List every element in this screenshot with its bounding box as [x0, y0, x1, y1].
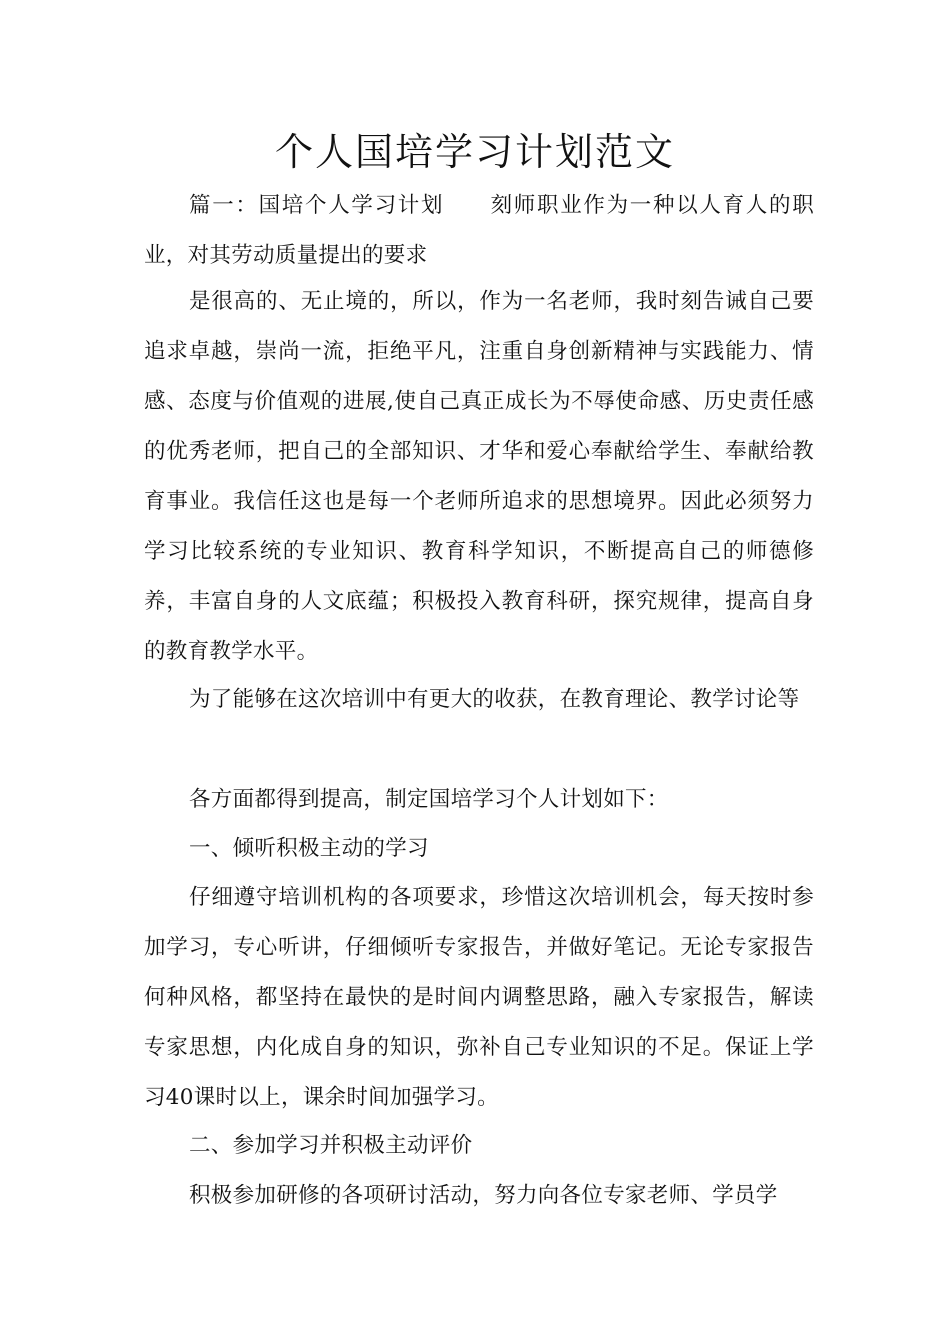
paragraph-plan-intro: 各方面都得到提高，制定国培学习个人计划如下： — [189, 787, 669, 812]
paragraph-section-1: 仔细遵守培训机构的各项要求，珍惜这次培训机会，每天按时参加学习，专心听讲，仔细倾听专家报告，并做好笔记。无论专家报告何种风格，都坚持在最快的是时间内调整思路，融入专家报告，解读专家思想，内化成自身的知识，弥补自己专业知识的不足。保证上学习40课时以上，课余时间加强学习。 — [144, 885, 814, 1110]
section-heading-1: 一、倾听积极主动的学习 — [189, 836, 429, 861]
paragraph-body: 是很高的、无止境的，所以，作为一名老师，我时刻告诫自己要追求卓越，崇尚一流，拒绝平凡，注重自身创新精神与实践能力、情感、态度与价值观的进展,使自己真正成长为不辱使命感、历史责任感的优秀老师，把自己的全部知识、才华和爱心奉献给学生、奉献给教育事业。我信任这也是每一个老师所追求的思想境界。因此必须努力学习比较系统的专业知识、教育科学知识，不断提高自己的师德修养，丰富自身的人文底蕴；积极投入教育科研，探究规律，提高自身的教育教学水平。 — [144, 289, 814, 664]
paragraph-training: 为了能够在这次培训中有更大的收获，在教育理论、教学讨论等 — [189, 687, 800, 712]
paragraph-section-2: 积极参加研修的各项研讨活动，努力向各位专家老师、学员学 — [189, 1183, 778, 1208]
page-title: 个人国培学习计划范文 — [274, 130, 675, 174]
section-heading-2: 二、参加学习并积极主动评价 — [189, 1133, 473, 1158]
paragraph-intro: 篇一：国培个人学习计划 刻师职业作为一种以人育人的职业，对其劳动质量提出的要求 — [144, 193, 814, 268]
